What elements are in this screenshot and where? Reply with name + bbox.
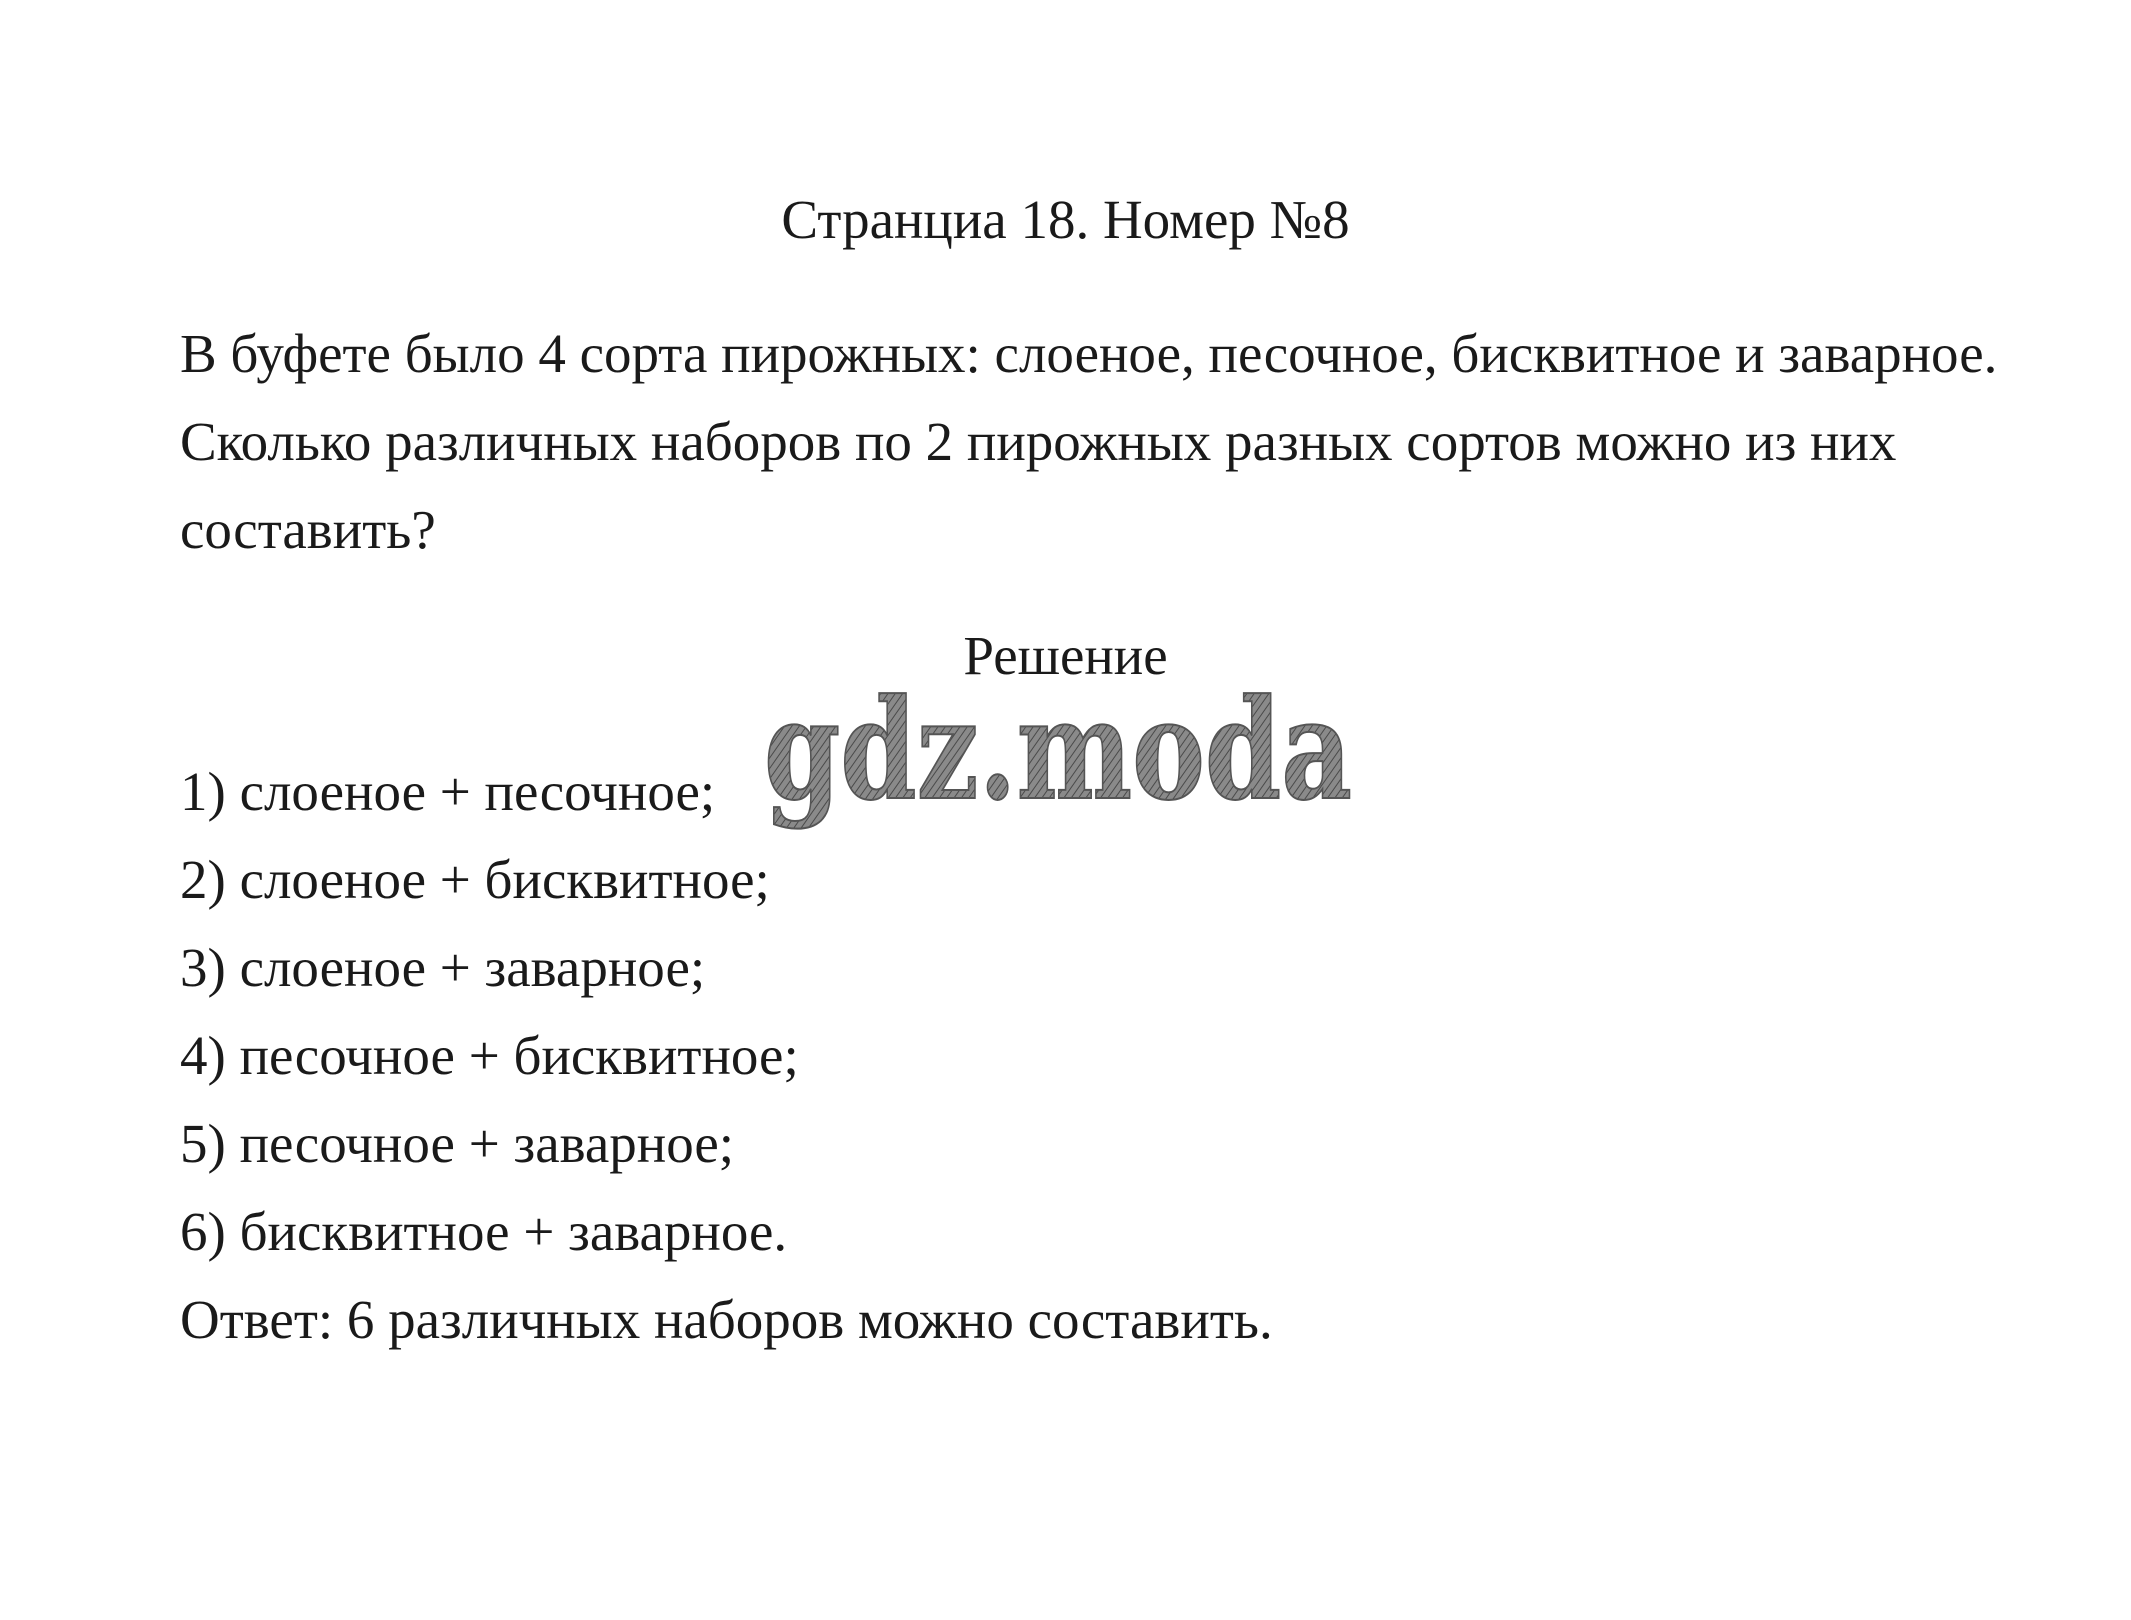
solution-list xyxy=(180,748,799,1276)
solution-item: 5) песочное + заварное; xyxy=(180,1113,735,1174)
solution-item: 1) слоеное + песочное; xyxy=(180,761,716,822)
solution-heading: Решение xyxy=(963,625,1168,686)
answer-text: Ответ: 6 различных наборов можно составить. xyxy=(180,1289,1273,1350)
solution-item: 2) слоеное + бисквитное; xyxy=(180,849,770,910)
problem-text: В буфете было 4 сорта пирожных: слоеное, песочное, бисквитное и заварное. Сколько различных наборов по 2 пирожных разных сортов можно из них составить? xyxy=(180,323,1998,560)
watermark-text: gdz.moda xyxy=(764,668,1352,831)
watermark-logo xyxy=(758,668,1358,840)
page-title: Странциа 18. Номер №8 xyxy=(781,189,1350,250)
solution-item: 6) бисквитное + заварное. xyxy=(180,1201,788,1262)
solution-item: 3) слоеное + заварное; xyxy=(180,937,706,998)
solution-item: 4) песочное + бисквитное; xyxy=(180,1025,799,1086)
